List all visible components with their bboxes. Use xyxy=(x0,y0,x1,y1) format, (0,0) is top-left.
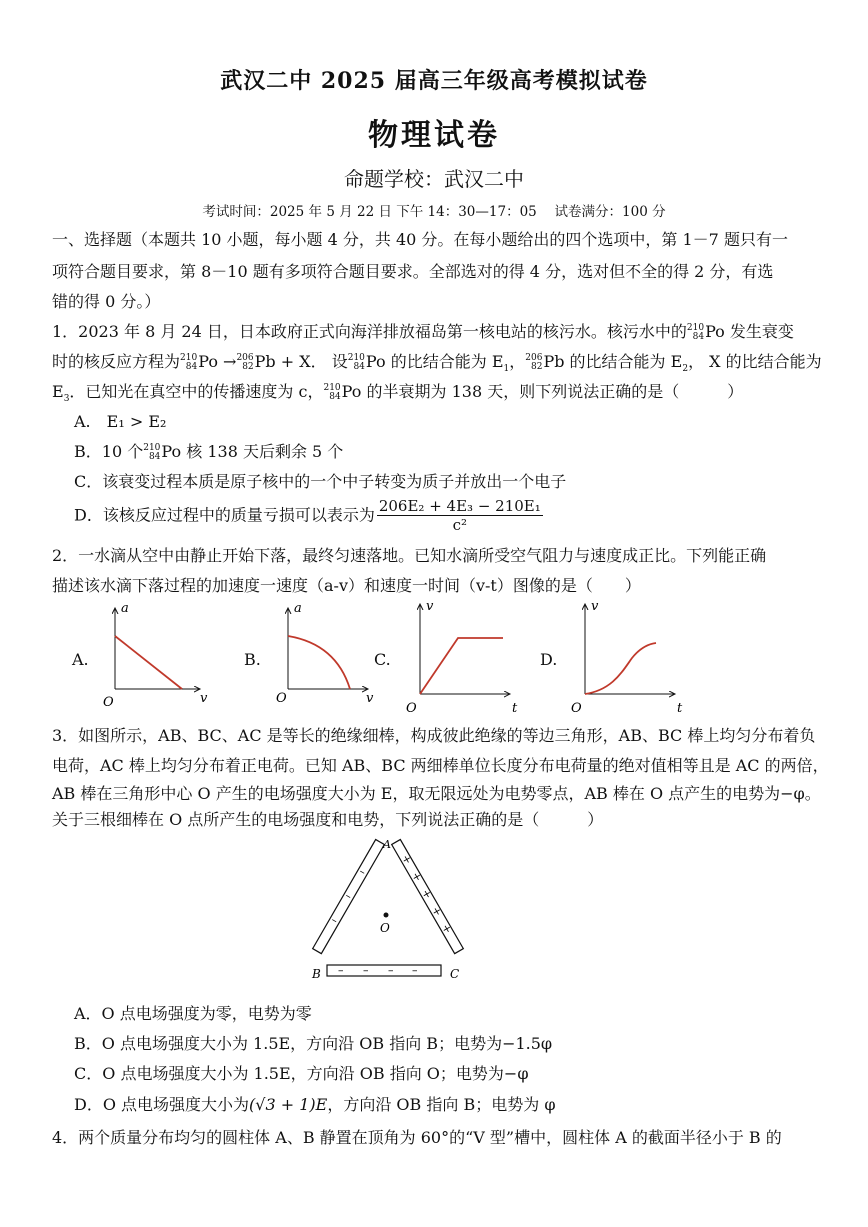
graph-c-x-label: t xyxy=(512,701,518,716)
graph-b xyxy=(276,601,374,706)
svg-text:–: – xyxy=(342,888,355,904)
graph-d xyxy=(571,600,683,716)
rod-ac xyxy=(392,839,464,953)
rod-ab xyxy=(313,840,385,954)
subject-title: 物理试卷 xyxy=(368,118,500,153)
graph-c-y-label: v xyxy=(426,600,434,614)
school-line: 命题学校：武汉二中 xyxy=(344,167,524,191)
q3-line2: 电荷，AC 棒上均匀分布着正电荷。已知 AB、BC 两细棒单位长度分布电荷量的绝对值相等且是 AC 的两倍， xyxy=(52,756,829,775)
q2-graph-c-label: C. xyxy=(374,650,391,669)
exam-info: 考试时间：2025 年 5 月 22 日 下午 14：30—17：05 试卷满分：100 分 xyxy=(202,204,666,220)
svg-text:–: – xyxy=(363,964,369,977)
triangle-rods-diagram xyxy=(300,836,480,986)
rod-bc xyxy=(327,964,441,977)
q4-line1: 4．两个质量分布均匀的圆柱体 A、B 静置在顶角为 60°的“V 型”槽中，圆柱体 A 的截面半径小于 B 的 xyxy=(52,1128,782,1147)
svg-text:+: + xyxy=(409,868,425,885)
center-point-o xyxy=(384,913,389,918)
graph-d-curve xyxy=(585,643,656,694)
graph-b-origin: O xyxy=(276,691,287,706)
graph-c xyxy=(406,600,518,716)
q1-option-a: A. E₁ > E₂ xyxy=(74,412,167,431)
q3-option-b: B．O 点电场强度大小为 1.5E，方向沿 OB 指向 B；电势为−1.5φ xyxy=(74,1034,553,1053)
graph-a-origin: O xyxy=(103,695,114,710)
graph-b-x-label: v xyxy=(366,691,374,706)
graph-d-x-label: t xyxy=(677,701,683,716)
label-a: A xyxy=(383,838,391,851)
q1-line2: 时的核反应方程为 210 84 Po → 206 82 Pb + X． 设 210 84 Po 的比结合能为 $E_1$， 206 82 Pb 的比结合能为 $E_2$， X 的比结合能为 xyxy=(52,352,822,375)
q1-option-d: D．该核反应过程中的质量亏损可以表示为 $\frac{\text{206E₂ + 4E₃ − 210E₁}}{\text{c²}}$ xyxy=(74,497,541,534)
section-instruction-line2: 项符合题目要求，第 8－10 题有多项符合题目要求。全部选对的得 4 分，选对但不全的得 2 分，有选 xyxy=(52,262,774,281)
svg-text:+: + xyxy=(429,903,445,920)
svg-text:–: – xyxy=(412,964,418,977)
graph-c-origin: O xyxy=(406,701,417,716)
svg-text:+: + xyxy=(439,920,455,937)
q3-line1: 3．如图所示，AB、BC、AC 是等长的绝缘细棒，构成彼此绝缘的等边三角形，AB、BC 棒上均匀分布着负 xyxy=(52,726,816,745)
graph-a-y-label: a xyxy=(121,601,129,616)
q3-option-a: A．O 点电场强度为零，电势为零 xyxy=(74,1004,312,1023)
section-instruction-line1: 一、选择题（本题共 10 小题，每小题 4 分，共 40 分。在每小题给出的四个选项中，第 1－7 题只有一 xyxy=(52,230,788,249)
svg-text:–: – xyxy=(338,964,344,977)
q3-option-d: D．O 点电场强度大小为(√3 + 1)E，方向沿 OB 指向 B；电势为 φ xyxy=(74,1095,556,1114)
label-c: C xyxy=(450,967,460,981)
exam-title: 武汉二中 2025 届高三年级高考模拟试卷 xyxy=(220,68,648,94)
q2-graphs xyxy=(0,600,868,720)
q1-line3: $E_3$．已知光在真空中的传播速度为 c， 210 84 Po 的半衰期为 138 天，则下列说法正确的是（ ） xyxy=(52,382,744,405)
svg-text:+: + xyxy=(399,851,415,868)
graph-d-y-label: v xyxy=(591,600,599,614)
q2-line1: 2．一水滴从空中由静止开始下落，最终匀速落地。已知水滴所受空气阻力与速度成正比。下列能正确 xyxy=(52,546,767,565)
graph-a-x-label: v xyxy=(200,691,208,706)
graph-c-curve xyxy=(420,638,503,694)
svg-text:+: + xyxy=(419,886,435,903)
graph-b-curve xyxy=(288,636,350,689)
q2-graph-d-label: D. xyxy=(540,650,558,669)
po-isotope: 210 84 xyxy=(686,322,705,342)
svg-text:–: – xyxy=(328,913,341,928)
q3-line4: 关于三根细棒在 O 点所产生的电场强度和电势，下列说法正确的是（ ） xyxy=(52,810,604,829)
q1-option-c: C．该衰变过程本质是原子核中的一个中子转变为质子并放出一个电子 xyxy=(74,472,567,491)
graph-a xyxy=(103,601,208,710)
graph-d-origin: O xyxy=(571,701,582,716)
q3-option-c: C．O 点电场强度大小为 1.5E，方向沿 OB 指向 O；电势为−φ xyxy=(74,1064,529,1083)
graph-b-y-label: a xyxy=(294,601,302,616)
q3-line3: AB 棒在三角形中心 O 产生的电场强度大小为 E，取无限远处为电势零点，AB 棒在 O 点产生的电势为−φ。 xyxy=(52,784,821,803)
graph-a-curve xyxy=(115,636,182,689)
section-instruction-line3: 错的得 0 分。） xyxy=(52,292,161,311)
svg-text:–: – xyxy=(356,864,369,879)
q1-option-b: B．10 个 210 84 Po 核 138 天后剩余 5 个 xyxy=(74,442,344,462)
label-b: B xyxy=(312,967,321,981)
q2-line2: 描述该水滴下落过程的加速度一速度（a-v）和速度一时间（v-t）图像的是（ ） xyxy=(52,576,641,595)
q2-graph-a-label: A. xyxy=(72,650,89,669)
svg-text:–: – xyxy=(388,964,394,977)
q2-graph-b-label: B. xyxy=(244,650,261,669)
q1-line1: 1．2023 年 8 月 24 日，日本政府正式向海洋排放福岛第一核电站的核污水。核污水中的 210 84 Po 发生衰变 xyxy=(52,322,794,342)
mass-defect-fraction: $\frac{\text{206E₂ + 4E₃ − 210E₁}}{\text{c²}}$ xyxy=(378,497,541,534)
label-o: O xyxy=(380,921,390,935)
